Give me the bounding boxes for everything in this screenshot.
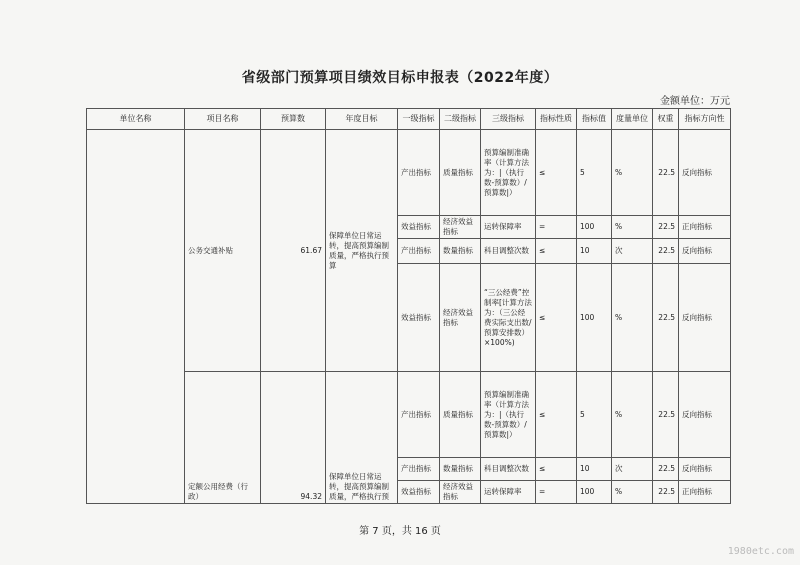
table-row <box>87 130 731 216</box>
unit-cell: % <box>612 372 653 458</box>
header-cell: 指标方向性 <box>679 109 731 130</box>
direction-cell: 反向指标 <box>679 130 731 216</box>
unit-name-cell <box>87 130 185 504</box>
nature-cell: ≤ <box>536 264 577 372</box>
project-name-cell: 公务交通补贴 <box>185 130 261 372</box>
weight-cell: 22.5 <box>653 216 679 239</box>
nature-cell: ≤ <box>536 458 577 481</box>
unit-cell: 次 <box>612 239 653 264</box>
unit-cell: % <box>612 264 653 372</box>
value-cell: 10 <box>577 458 612 481</box>
header-cell: 指标值 <box>577 109 612 130</box>
l3-cell: 预算编制准确率（计算方法为：|（执行数-预算数）/预算数|） <box>481 372 536 458</box>
nature-cell: ≤ <box>536 239 577 264</box>
l2-cell: 经济效益指标 <box>440 216 481 239</box>
l3-cell: 运转保障率 <box>481 216 536 239</box>
direction-cell: 反向指标 <box>679 372 731 458</box>
weight-cell: 22.5 <box>653 264 679 372</box>
value-cell: 10 <box>577 239 612 264</box>
weight-cell: 22.5 <box>653 481 679 504</box>
direction-cell: 反向指标 <box>679 264 731 372</box>
l1-cell: 产出指标 <box>398 130 440 216</box>
weight-cell: 22.5 <box>653 130 679 216</box>
l2-cell: 经济效益指标 <box>440 481 481 504</box>
annual-goal-cell: 保障单位日常运转，提高预算编制质量，严格执行预算 <box>326 130 398 372</box>
header-cell: 项目名称 <box>185 109 261 130</box>
l3-cell: 科目调整次数 <box>481 458 536 481</box>
value-cell: 5 <box>577 130 612 216</box>
l3-cell: 科目调整次数 <box>481 239 536 264</box>
l2-cell: 数量指标 <box>440 458 481 481</box>
amount-unit: 金额单位：万元 <box>660 96 730 107</box>
direction-cell: 正向指标 <box>679 481 731 504</box>
unit-cell: % <box>612 216 653 239</box>
direction-cell: 反向指标 <box>679 458 731 481</box>
page-number: 第 7 页，共 16 页 <box>359 526 441 537</box>
nature-cell: = <box>536 481 577 504</box>
unit-cell: 次 <box>612 458 653 481</box>
l1-cell: 效益指标 <box>398 481 440 504</box>
header-cell: 指标性质 <box>536 109 577 130</box>
header-cell: 三级指标 <box>481 109 536 130</box>
budget-cell: 61.67 <box>261 130 326 372</box>
l3-cell: 预算编制准确率（计算方法为：|（执行数-预算数）/预算数|） <box>481 130 536 216</box>
nature-cell: ≤ <box>536 372 577 458</box>
l1-cell: 产出指标 <box>398 239 440 264</box>
value-cell: 5 <box>577 372 612 458</box>
budget-cell: 94.32 <box>261 372 326 504</box>
value-cell: 100 <box>577 264 612 372</box>
header-cell: 预算数 <box>261 109 326 130</box>
l1-cell: 产出指标 <box>398 372 440 458</box>
header-cell: 权重 <box>653 109 679 130</box>
watermark: 1980etc.com <box>727 546 794 557</box>
direction-cell: 反向指标 <box>679 239 731 264</box>
value-cell: 100 <box>577 216 612 239</box>
page-title: 省级部门预算项目绩效目标申报表（2022年度） <box>241 70 559 86</box>
nature-cell: ≤ <box>536 130 577 216</box>
nature-cell: = <box>536 216 577 239</box>
header-cell: 度量单位 <box>612 109 653 130</box>
l2-cell: 质量指标 <box>440 372 481 458</box>
l3-cell: 运转保障率 <box>481 481 536 504</box>
weight-cell: 22.5 <box>653 239 679 264</box>
header-cell: 二级指标 <box>440 109 481 130</box>
value-cell: 100 <box>577 481 612 504</box>
l1-cell: 效益指标 <box>398 264 440 372</box>
performance-table <box>86 108 731 504</box>
unit-cell: % <box>612 481 653 504</box>
header-cell: 单位名称 <box>87 109 185 130</box>
header-cell: 一级指标 <box>398 109 440 130</box>
weight-cell: 22.5 <box>653 372 679 458</box>
l2-cell: 经济效益指标 <box>440 264 481 372</box>
weight-cell: 22.5 <box>653 458 679 481</box>
l1-cell: 效益指标 <box>398 216 440 239</box>
direction-cell: 正向指标 <box>679 216 731 239</box>
l3-cell: “三公经费”控制率[计算方法为：（三公经费实际支出数/预算安排数）×100%) <box>481 264 536 372</box>
l1-cell: 产出指标 <box>398 458 440 481</box>
l2-cell: 质量指标 <box>440 130 481 216</box>
annual-goal-cell: 保障单位日常运转，提高预算编制质量，严格执行预 <box>326 372 398 504</box>
table-header-row <box>87 109 731 130</box>
l2-cell: 数量指标 <box>440 239 481 264</box>
header-cell: 年度目标 <box>326 109 398 130</box>
project-name-cell: 定额公用经费（行政） <box>185 372 261 504</box>
unit-cell: % <box>612 130 653 216</box>
